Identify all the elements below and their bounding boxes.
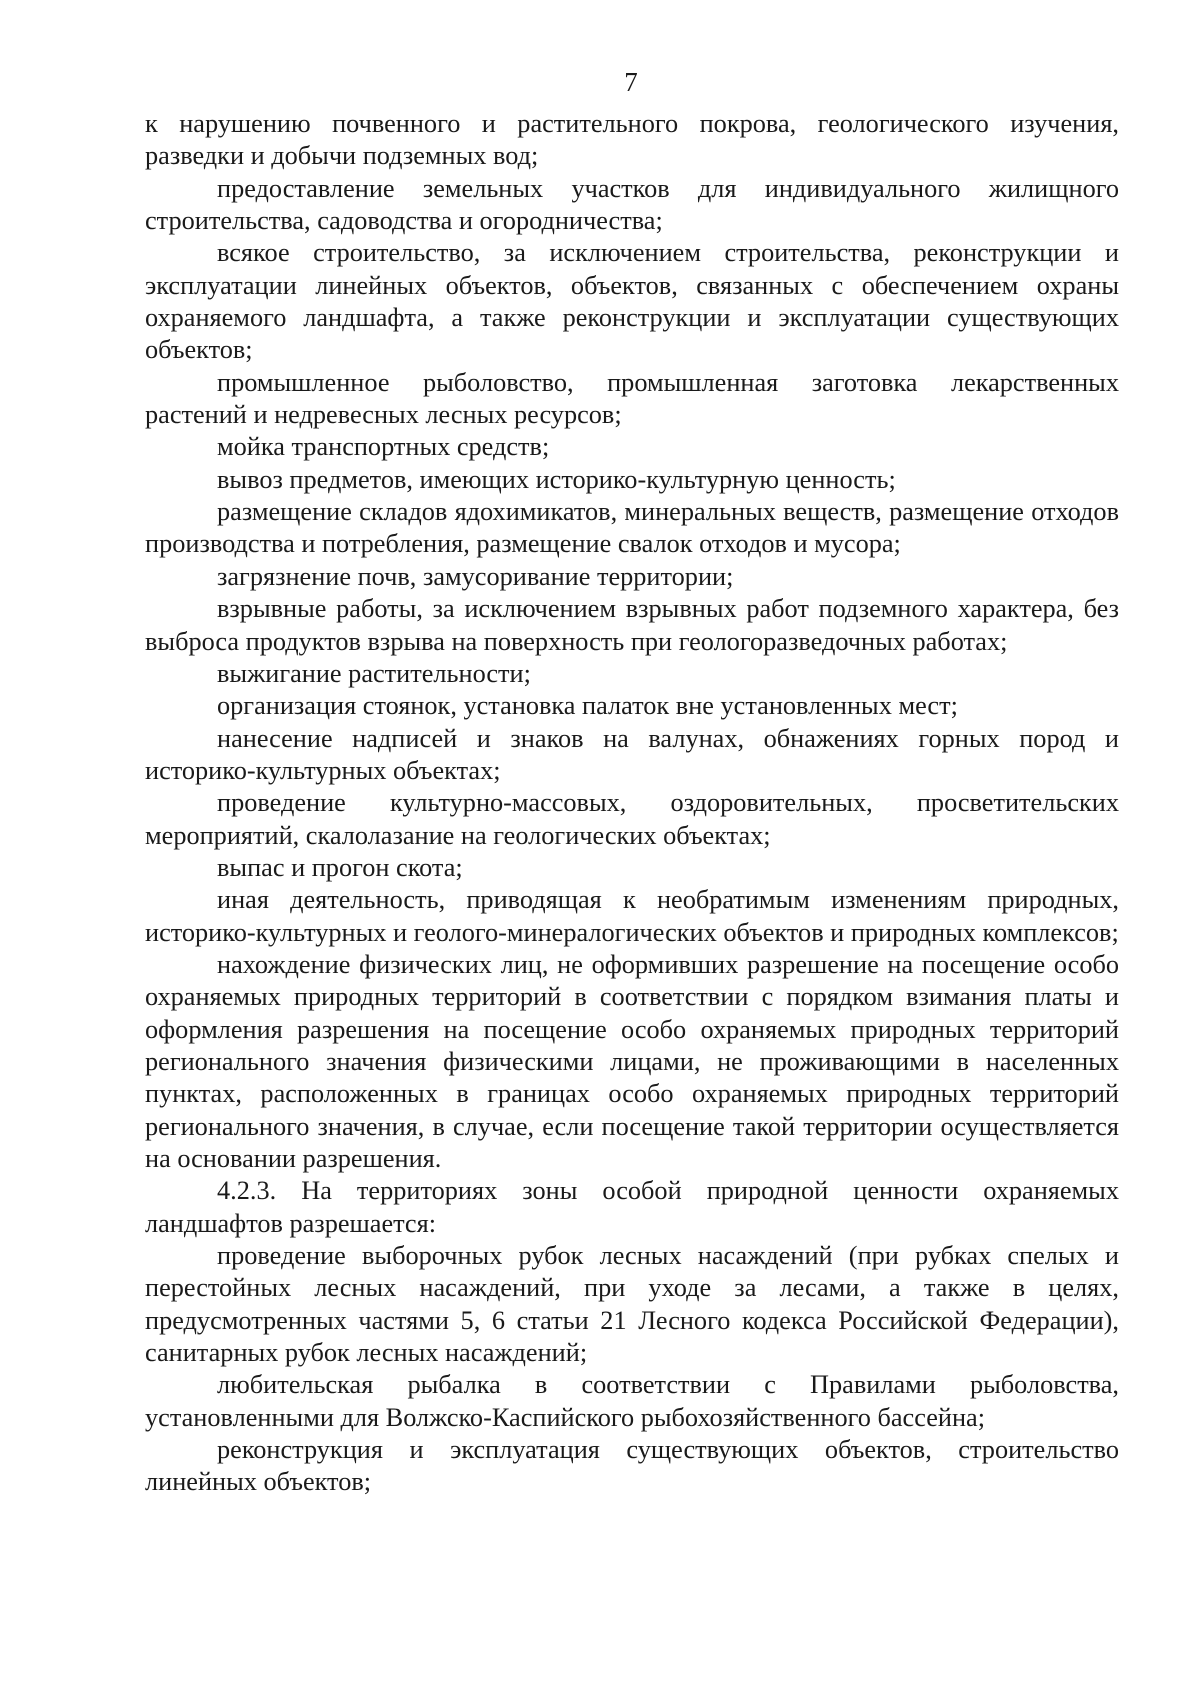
paragraph: иная деятельность, приводящая к необратимым изменениям природных, историко-культурных и геолого-минералогических объектов и природных комплексов; <box>145 885 1119 947</box>
paragraph: проведение выборочных рубок лесных насаждений (при рубках спелых и перестойных лесных насаждений, при уходе за лесами, а также в целях, предусмотренных частями 5, 6 статьи 21 Лесного кодекса Российской Федерации), санитарных рубок лесных насаждений; <box>145 1241 1119 1368</box>
paragraph: выжигание растительности; <box>217 658 531 688</box>
paragraph: нанесение надписей и знаков на валунах, обнажениях горных пород и историко-культурных объектах; <box>145 723 1119 785</box>
document-body <box>145 108 1119 1499</box>
paragraph: нахождение физических лиц, не оформивших разрешение на посещение особо охраняемых природных территорий в соответствии с порядком взимания платы и оформления разрешения на посещение особо охраняемых природных территорий регионального значения физическими лицами, не проживающими в населенных пунктах, расположенных в границах особо охраняемых природных территорий регионального значения, в случае, если посещение такой территории осуществляется на основании разрешения. <box>145 949 1119 1173</box>
paragraph: мойка транспортных средств; <box>217 432 550 462</box>
paragraph: к нарушению почвенного и растительного покрова, геологического изучения, разведки и добычи подземных вод; <box>145 109 1119 171</box>
page-number: 7 <box>624 67 638 97</box>
paragraph: всякое строительство, за исключением строительства, реконструкции и эксплуатации линейных объектов, объектов, связанных с обеспечением охраны охраняемого ландшафта, а также реконструкции и эксплуатации существующих объектов; <box>145 238 1119 365</box>
paragraph: взрывные работы, за исключением взрывных работ подземного характера, без выброса продуктов взрыва на поверхность при геологоразведочных работах; <box>145 594 1119 656</box>
paragraph: выпас и прогон скота; <box>217 852 463 882</box>
paragraph: загрязнение почв, замусоривание территории; <box>217 561 734 591</box>
paragraph: проведение культурно-массовых, оздоровительных, просветительских мероприятий, скалолазание на геологических объектах; <box>145 788 1119 850</box>
section-heading-4-2-3: 4.2.3. На территориях зоны особой природной ценности охраняемых ландшафтов разрешается: <box>145 1176 1119 1238</box>
paragraph: предоставление земельных участков для индивидуального жилищного строительства, садоводства и огородничества; <box>145 173 1119 236</box>
paragraph: любительская рыбалка в соответствии с Правилами рыболовства, установленными для Волжско-Каспийского рыбохозяйственного бассейна; <box>145 1370 1119 1432</box>
paragraph: размещение складов ядохимикатов, минеральных веществ, размещение отходов производства и потребления, размещение свалок отходов и мусора; <box>145 497 1119 559</box>
paragraph: реконструкция и эксплуатация существующих объектов, строительство линейных объектов; <box>145 1435 1119 1497</box>
paragraph: вывоз предметов, имеющих историко-культурную ценность; <box>217 464 896 494</box>
paragraph: организация стоянок, установка палаток вне установленных мест; <box>217 691 958 721</box>
paragraph: промышленное рыболовство, промышленная заготовка лекарственных растений и недревесных лесных ресурсов; <box>145 367 1119 430</box>
